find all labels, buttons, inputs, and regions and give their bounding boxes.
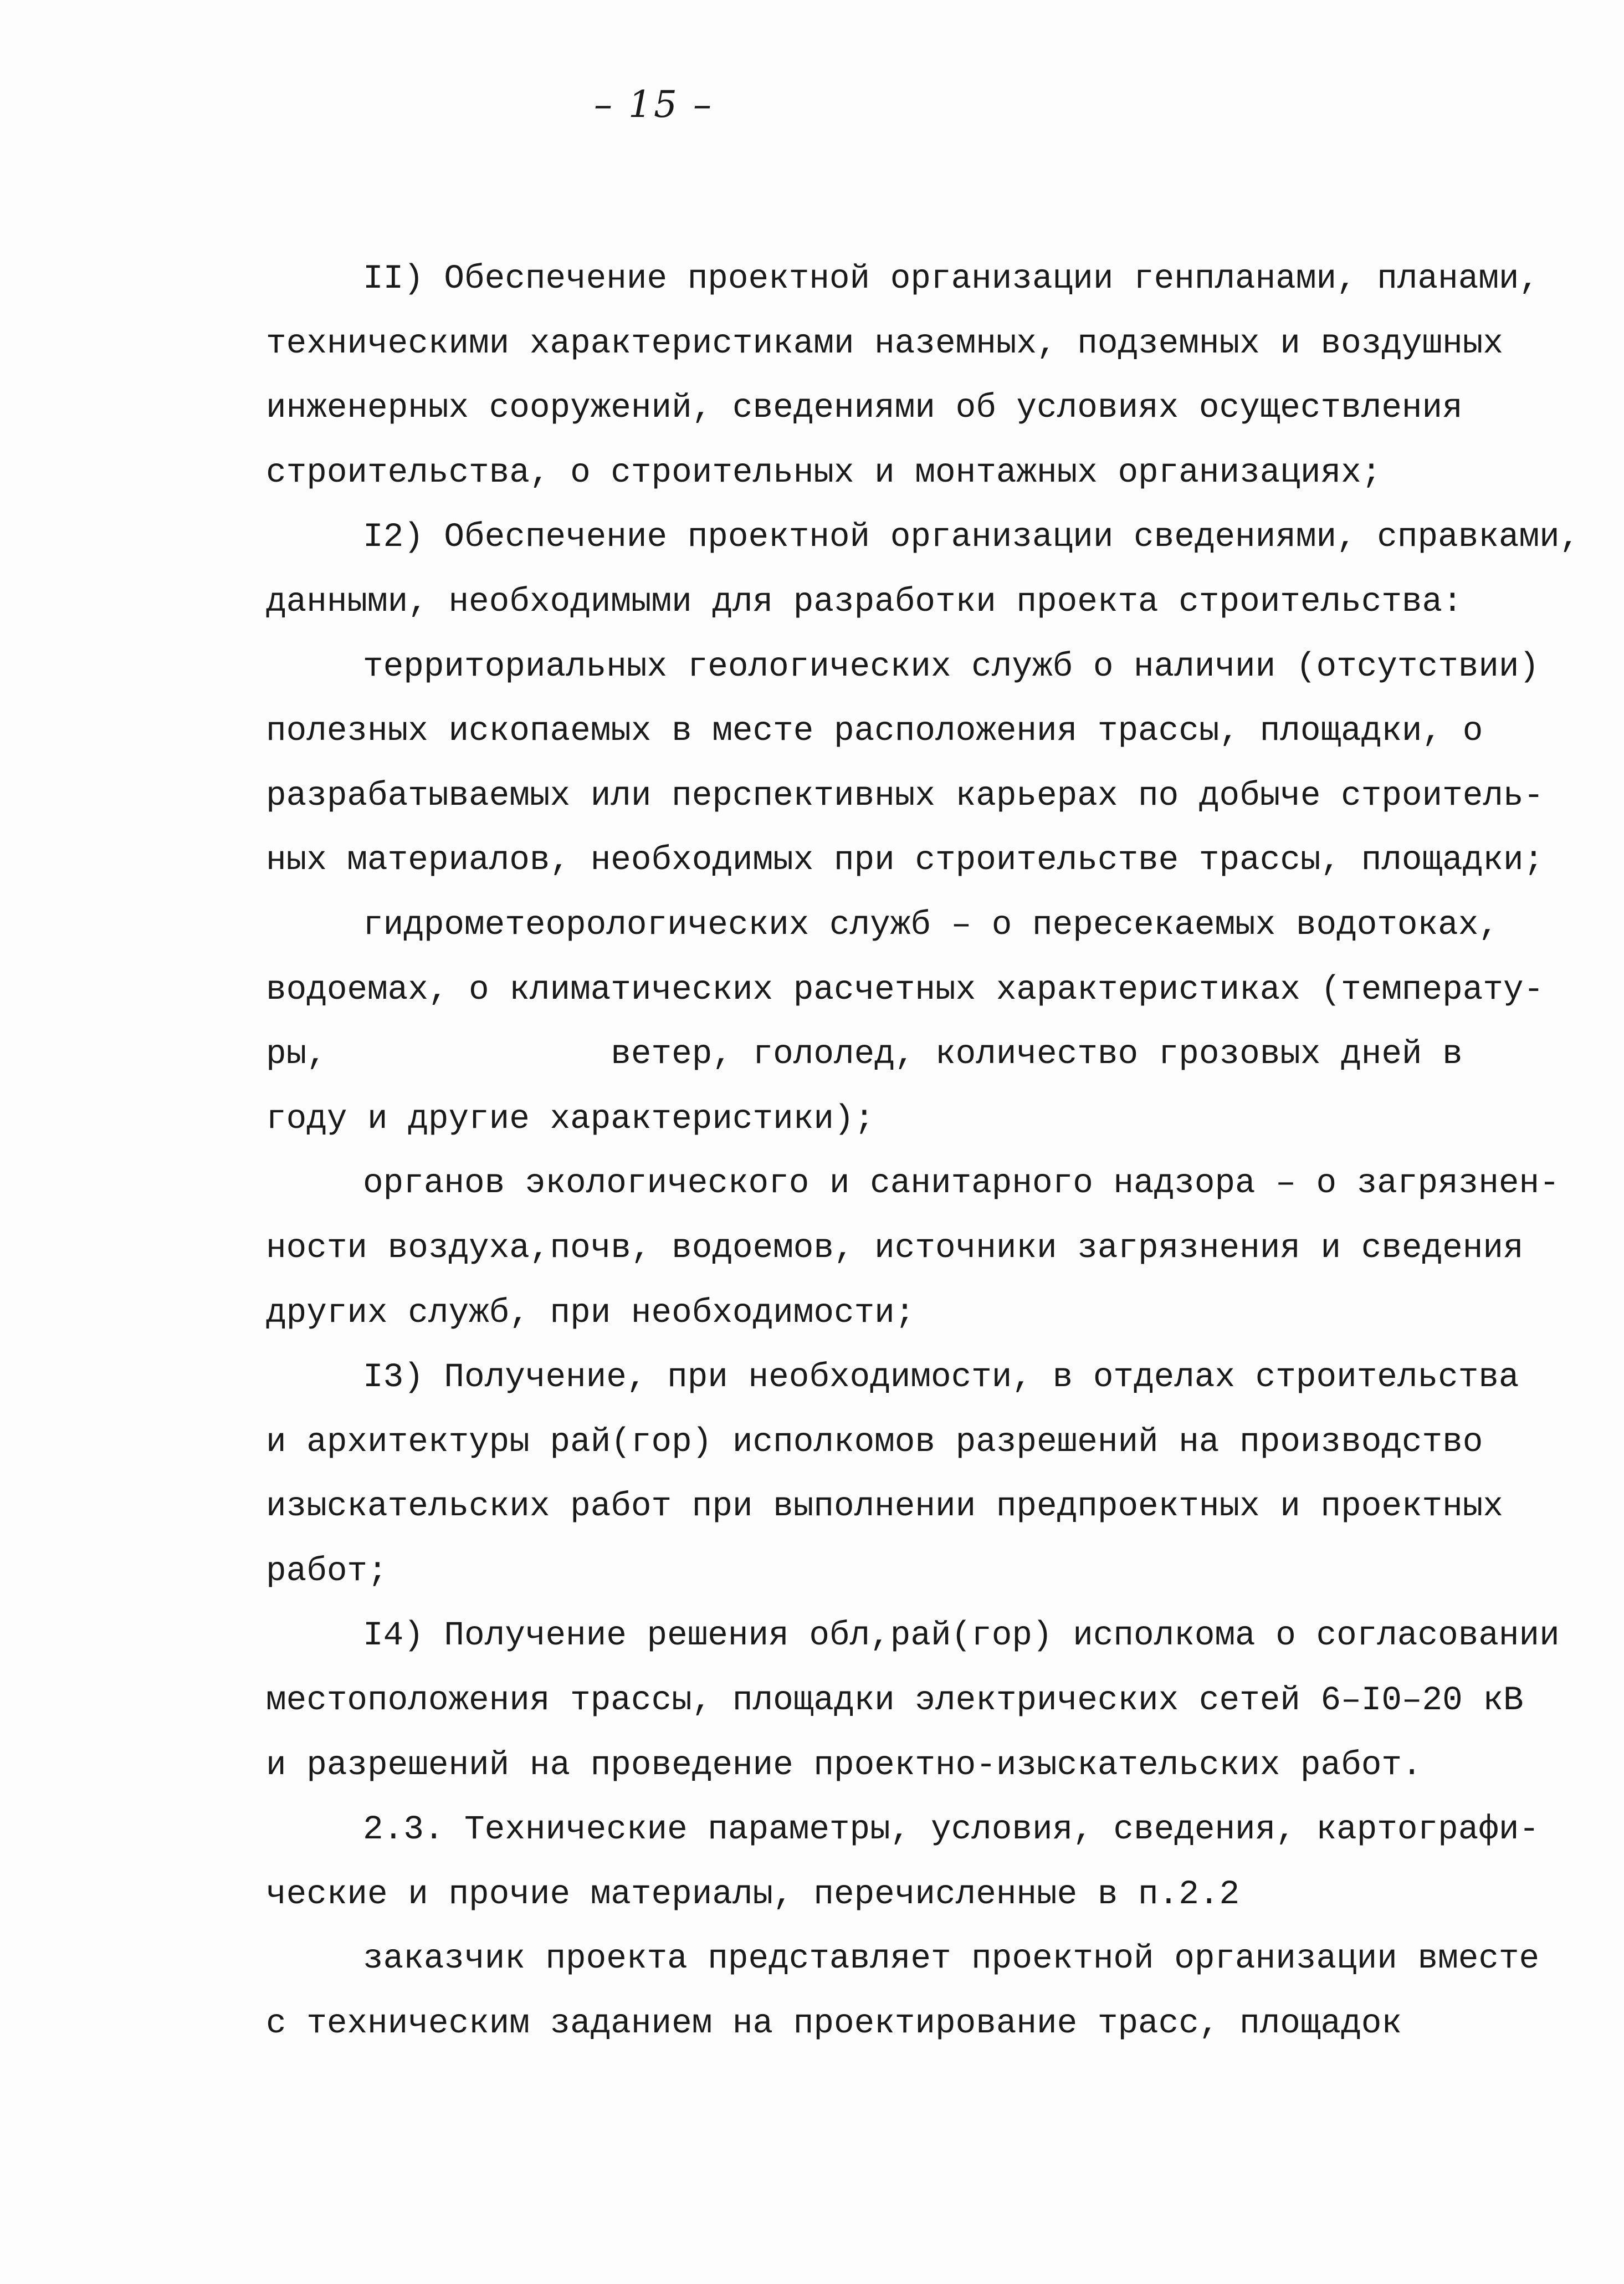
text-line: органов экологического и санитарного надзора – о загрязнен- bbox=[363, 1164, 1560, 1203]
text-line: полезных ископаемых в месте расположения трассы, площадки, о bbox=[266, 712, 1483, 750]
text-line: ры, ветер, гололед, количество грозовых дней в bbox=[266, 1035, 1463, 1074]
text-line: с техническим заданием на проектирование трасс, площадок bbox=[266, 2005, 1402, 2043]
text-line: I3) Получение, при необходимости, в отделах строительства bbox=[363, 1358, 1519, 1397]
text-line: других служб, при необходимости; bbox=[266, 1294, 915, 1332]
text-line: и архитектуры рай(гор) исполкомов разрешений на производство bbox=[266, 1423, 1483, 1462]
text-line: гидрометеорологических служб – о пересекаемых водотоках, bbox=[363, 906, 1499, 944]
text-line: 2.3. Технические параметры, условия, сведения, картографи- bbox=[363, 1811, 1540, 1849]
text-line: II) Обеспечение проектной организации генпланами, планами, bbox=[363, 260, 1540, 298]
text-line: I4) Получение решения обл,рай(гор) исполкома о согласовании bbox=[363, 1617, 1560, 1655]
page-number: – 15 – bbox=[594, 83, 714, 126]
text-line: данными, необходимыми для разработки проекта строительства: bbox=[266, 583, 1463, 621]
text-line: территориальных геологических служб о наличии (отсутствии) bbox=[363, 648, 1540, 686]
text-line: инженерных сооружений, сведениями об условиях осуществления bbox=[266, 389, 1463, 427]
text-line: водоемах, о климатических расчетных характеристиках (температу- bbox=[266, 971, 1544, 1009]
text-line: I2) Обеспечение проектной организации сведениями, справками, bbox=[363, 518, 1580, 556]
text-line: местоположения трассы, площадки электрических сетей 6–I0–20 кВ bbox=[266, 1682, 1524, 1720]
text-line: разрабатываемых или перспективных карьерах по добыче строитель- bbox=[266, 777, 1544, 815]
text-line: ческие и прочие материалы, перечисленные в п.2.2 bbox=[266, 1876, 1240, 1914]
text-line: изыскательских работ при выполнении предпроектных и проектных bbox=[266, 1488, 1503, 1526]
text-line: работ; bbox=[266, 1552, 388, 1591]
text-line: заказчик проекта представляет проектной организации вместе bbox=[363, 1940, 1540, 1978]
text-line: ности воздуха,почв, водоемов, источники загрязнения и сведения bbox=[266, 1229, 1524, 1268]
text-line: году и другие характеристики); bbox=[266, 1100, 875, 1138]
text-line: техническими характеристиками наземных, подземных и воздушных bbox=[266, 325, 1503, 363]
text-line: ных материалов, необходимых при строительстве трассы, площадки; bbox=[266, 841, 1544, 880]
text-line: и разрешений на проведение проектно-изыскательских работ. bbox=[266, 1746, 1422, 1785]
text-line: строительства, о строительных и монтажных организациях; bbox=[266, 454, 1382, 492]
